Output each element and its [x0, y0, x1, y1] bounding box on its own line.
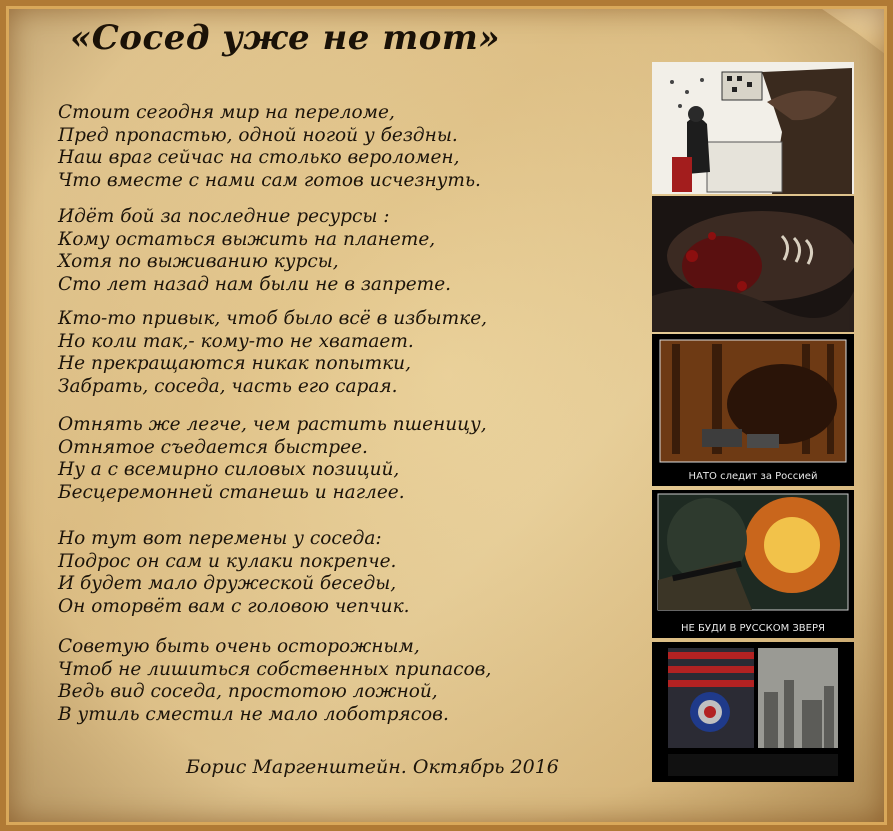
nato-forest-bear-icon — [652, 334, 854, 486]
image-caption: НЕ БУДИ В РУССКОМ ЗВЕРЯ — [652, 620, 854, 638]
poem-line: Чтоб не лишиться собственных припасов, — [58, 658, 492, 680]
captain-america-ruins-icon — [652, 642, 854, 782]
poem-line: Отнятое съедается быстрее. — [58, 436, 368, 458]
poem-line: Идёт бой за последние ресурсы : — [58, 206, 390, 227]
illustration-strip — [652, 62, 854, 782]
poem-line: Ведь вид соседа, простотою ложной, — [58, 681, 438, 702]
poem-line: Но коли так,- кому-то не хватает. — [58, 330, 414, 352]
poem-line: И будет мало дружеской беседы, — [58, 573, 397, 594]
stanza — [58, 528, 648, 618]
stanza — [58, 414, 648, 504]
poem-line: Не прекращаются никак попытки, — [58, 353, 411, 374]
poem-line: Стоит сегодня мир на переломе, — [58, 102, 395, 123]
image-caption: НАТО следит за Россией — [652, 468, 854, 486]
poem-line: Ну а с всемирно силовых позиций, — [58, 459, 400, 480]
bear-claws-blood-icon — [652, 196, 854, 332]
stanza — [58, 308, 648, 398]
soldiers-explosion-icon — [652, 490, 854, 638]
poem-title: «Сосед уже не тот» — [70, 18, 501, 58]
chess-bear-cartoon-icon — [652, 62, 854, 194]
poem-line: Подрос он сам и кулаки покрепче. — [58, 550, 397, 572]
poem-line: Советую быть очень осторожным, — [58, 636, 420, 657]
poem-line: Сто лет назад нам были не в запрете. — [58, 273, 452, 295]
author-signature: Борис Маргенштейн. Октябрь 2016 — [186, 756, 559, 778]
page-curl-decoration — [773, 0, 893, 60]
poem-line: Хотя по выживанию курсы, — [58, 251, 339, 272]
stanza — [58, 636, 648, 726]
poem-line: Забрать, соседа, часть его сарая. — [58, 375, 398, 397]
poem-line: Кому остаться выжить на планете, — [58, 228, 436, 250]
poem-line: Наш враг сейчас на столько вероломен, — [58, 147, 460, 168]
poem-line: Отнять же легче, чем растить пшеницу, — [58, 414, 487, 435]
stanza — [58, 102, 648, 192]
poem-line: Что вместе с нами сам готов исчезнуть. — [58, 169, 481, 191]
poem-line: Пред пропастью, одной ногой у бездны. — [58, 124, 458, 146]
poem-line: Но тут вот перемены у соседа: — [58, 528, 382, 549]
poem-line: В утиль сместил не мало лоботрясов. — [58, 703, 449, 725]
stanza — [58, 206, 648, 296]
poem-line: Бесцеремонней станешь и наглее. — [58, 481, 405, 503]
poem-line: Он оторвёт вам с головою чепчик. — [58, 595, 410, 617]
poem-line: Кто-то привык, чтоб было всё в избытке, — [58, 308, 488, 329]
